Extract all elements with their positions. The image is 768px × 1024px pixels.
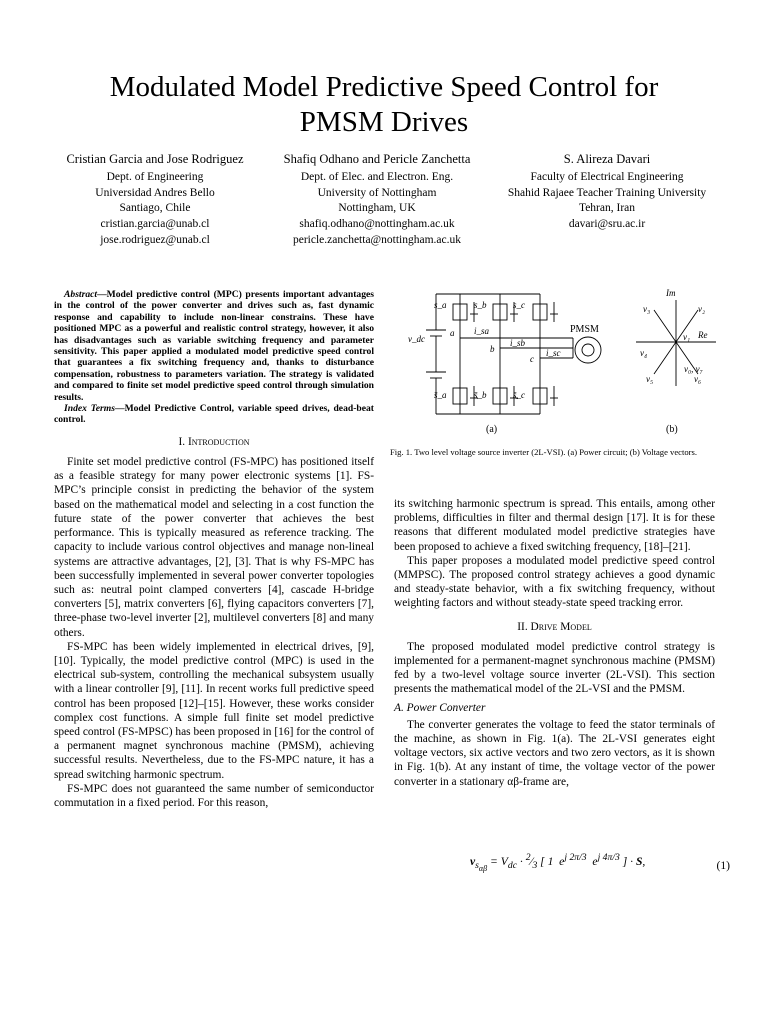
paragraph: This paper proposes a modulated model predictive speed control (MMPSC). The proposed control strategy achieves a good dynamic and steady-state behavior, with a fix switching frequency, without weighting factors and without steady-state speed tracking error. (394, 554, 715, 610)
abstract-label: Abstract (64, 289, 98, 300)
paragraph: FS-MPC has been widely implemented in electrical drives, [9], [10]. Typically, the model predictive control (MPC) is used in the electrical sub-system, controlling the mechanical subsystem usually with a linear controller [9], [11]. In recent works full predictive speed control has been proposed [12]–[15]. However, these works consider complex cost functions. A simple full finite set model predictive speed control (FS-MPSC) has been proposed in [16] for the control of a permanent magnet synchronous machine (PMSM), achieving successful results. Nevertheless, due to the FS-MPC nature, it has a spread switching harmonic spectrum. (54, 640, 374, 781)
figure-caption: Fig. 1. Two level voltage source inverter (2L-VSI). (a) Power circuit; (b) Voltage vectors. (390, 447, 698, 457)
label-v5: v₅ (646, 374, 654, 384)
label-sa-bar: s̄_a (434, 390, 447, 400)
paper-title: Modulated Model Predictive Speed Control for PMSM Drives (109, 71, 659, 138)
label-sc-bar: s̄_c (513, 390, 525, 400)
paragraph: Finite set model predictive control (FS-MPC) has positioned itself as a feasible strategy for many power electronic systems [1]. FS-MPC’s principle consist in predicting the behavior of the system based on the mathematical model and selecting in a cost function the future state of the power converter that achieves the best performance. This is typically measured as reference tracking. The capacity to include various control objectives and manage non-lineal systems are attractive advantages, [2], [3]. That is why FS-MPC has been successfully implemented in several power converter topologies such as: neutral point clamped converters [4], cascade H-bridge converters [5], matrix converters [6], flying capacitors converters [7], three-phase two-level inverter [2], multilevel converters [8] and many others. (54, 456, 374, 639)
label-sc: s_c (513, 300, 525, 310)
label-re: Re (698, 330, 708, 340)
author-affiliation-2: Shafiq Odhano and Pericle Zanchetta Dept. of Elec. and Electron. Eng. University of Nottingham Nottingham, UK shafiq.odhano@nottingham.ac.uk pericle.zanchetta@nottingham.ac.uk (283, 152, 471, 246)
label-sb-bar: s̄_b (474, 390, 487, 400)
label-v0-v7: v₀, v₇ (684, 364, 703, 374)
left-column (54, 289, 374, 810)
equation-1 (420, 850, 730, 886)
paragraph: The proposed modulated model predictive control strategy is implemented for a permanent-magnet synchronous machine (PMSM) fed by a two-level voltage source inverter (2L-VSI). This section presents the mathematical model of the 2L-VSI and the PMSM. (394, 640, 715, 696)
paragraph: FS-MPC does not guaranteed the same number of semiconductor commutation in a fixed period. For this reason, (54, 782, 374, 809)
equation-body: $v_{s_{\alpha\beta}} = V_{dc}$ · $^2⁄_3$ [ 1 $e^{j 2\pi/3}$ $e^{j 4\pi/3}$ ] · S, (470, 852, 646, 874)
label-sa: s_a (434, 300, 447, 310)
label-c: c (530, 354, 534, 364)
label-v6: v₆ (694, 374, 702, 384)
label-a: a (450, 328, 455, 338)
section-heading-drive-model: II. Drive Model (517, 620, 592, 633)
author-affiliation-3: S. Alireza Davari Faculty of Electrical Engineering Shahid Rajaee Teacher Training University Tehran, Iran davari@sru.ac.ir (507, 152, 707, 231)
label-b: b (490, 344, 495, 354)
figure-1 (398, 282, 728, 440)
label-panel-a: (a) (486, 424, 498, 435)
author-affiliation-1: Cristian Garcia and Jose Rodriguez Dept. of Engineering Universidad Andres Bello Santiago, Chile cristian.garcia@unab.cl jose.rodriguez@unab.cl (66, 152, 244, 246)
paragraph: The converter generates the voltage to feed the stator terminals of the machine, as shown in Fig. 1(a). The 2L-VSI generates eight voltage vectors, six active vectors and two zero vectors, as it is shown in Fig. 1(b). At any instant of time, the voltage vector of the power converter in a stationary αβ-frame are, (394, 718, 715, 788)
label-v3: v₃ (643, 304, 651, 314)
label-im: Im (666, 288, 676, 298)
label-sb: s_b (474, 300, 487, 310)
abstract: Abstract—Model predictive control (MPC) presents important advantages in the control of the power converter and drives such as, fast dynamic response and capability to include non-linear constrains. These have positioned MPC as a powerful and realistic control strategy, however, it also has disadvantages such as variable switching frequency and parameter sensitivity. This paper applied a modulated model predictive speed control that guarantees a fix switching frequency and, thanks to disturbance compensation, robustness to parameters variation. The strategy is validated and compared to finite set model predictive speed control through simulation results. Index Terms—Model Predictive Control, variable speed drives, dead-beat control. (54, 289, 374, 426)
author-block (40, 152, 728, 252)
paragraph: its switching harmonic spectrum is spread. This entails, among other problems, difficulties in filter and thermal design [17]. It is for these reasons that different modulated model predictive strategies have been proposed to achieve a fixed switching frequency, [18]–[21]. (394, 498, 715, 553)
equation-number: (1) (716, 859, 730, 872)
label-isa: i_sa (474, 326, 490, 336)
label-pmsm: PMSM (570, 324, 599, 335)
label-v1: v₁ (683, 332, 691, 342)
label-isb: i_sb (510, 338, 526, 348)
label-vdc: v_dc (408, 334, 425, 344)
index-terms-label: Index Terms (64, 403, 115, 415)
section-heading-introduction: I. Introduction (178, 435, 250, 448)
label-v2: v₂ (698, 304, 706, 314)
subsection-heading-power-converter: A. Power Converter (394, 701, 486, 714)
right-column (394, 497, 715, 789)
label-v4: v₄ (640, 348, 648, 358)
label-isc: i_sc (546, 348, 561, 358)
label-panel-b: (b) (666, 424, 678, 435)
